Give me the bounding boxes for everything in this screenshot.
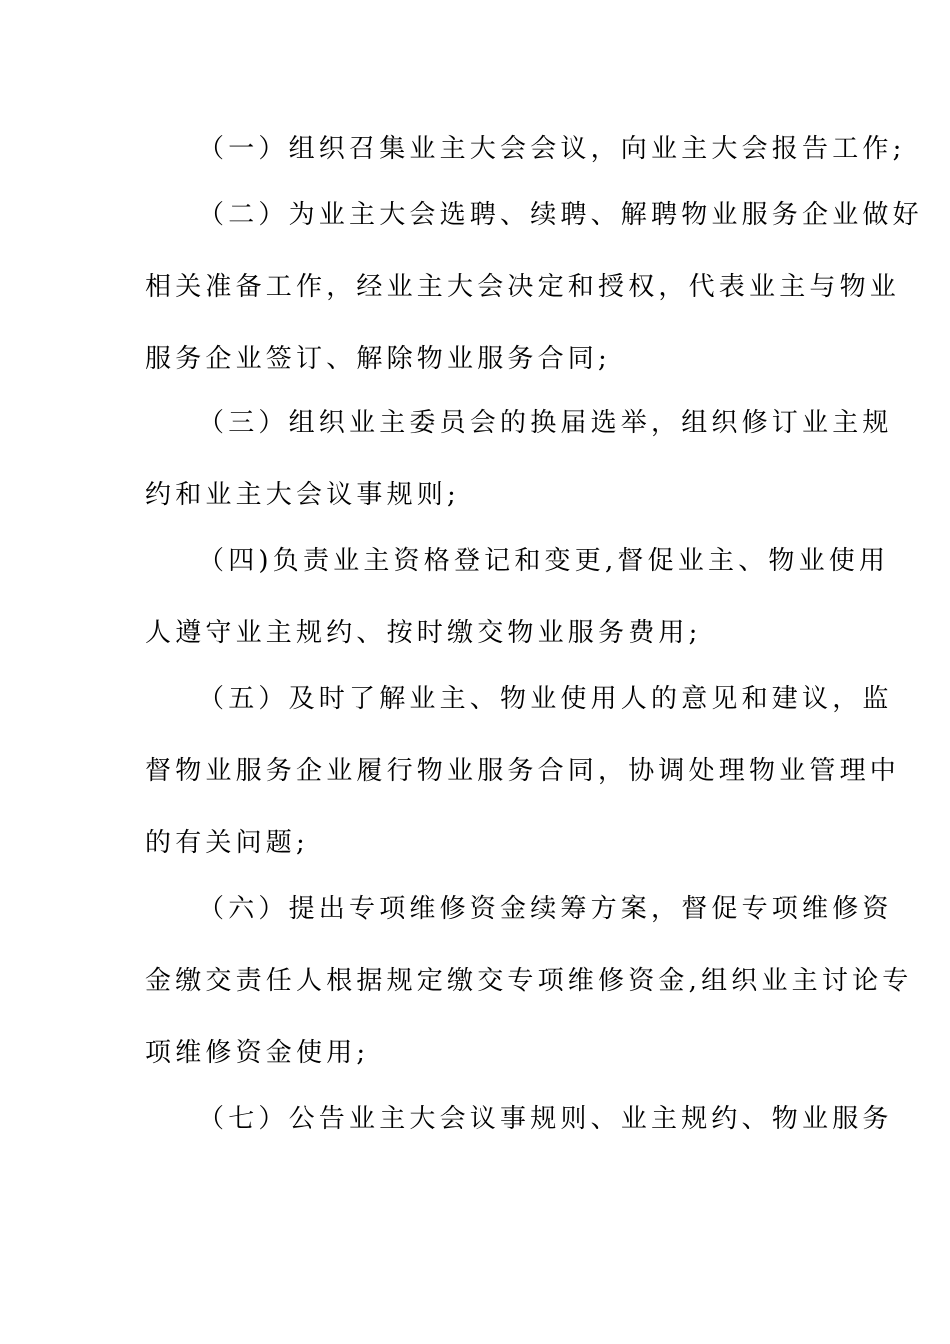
- paragraph-5-line-1: （五）及时了解业主、物业使用人的意见和建议，监: [198, 684, 893, 714]
- paragraph-5-line-3: 的有关问题;: [145, 828, 309, 858]
- paragraph-2-line-2: 相关准备工作，经业主大会决定和授权，代表业主与物业: [145, 272, 901, 302]
- paragraph-4-line-1: （四)负责业主资格登记和变更,督促业主、物业使用: [198, 546, 890, 576]
- paragraph-6-line-2: 金缴交责任人根据规定缴交专项维修资金,组织业主讨论专: [145, 966, 913, 996]
- paragraph-7-line-1: （七）公告业主大会议事规则、业主规约、物业服务: [198, 1104, 893, 1134]
- paragraph-6-line-3: 项维修资金使用;: [145, 1038, 370, 1068]
- paragraph-3-line-1: （三）组织业主委员会的换届选举，组织修订业主规: [198, 408, 893, 438]
- paragraph-6-line-1: （六）提出专项维修资金续筹方案，督促专项维修资: [198, 894, 893, 924]
- paragraph-4-line-2: 人遵守业主规约、按时缴交物业服务费用;: [145, 618, 702, 648]
- paragraph-3-line-2: 约和业主大会议事规则;: [145, 480, 460, 510]
- paragraph-1-line-1: （一）组织召集业主大会会议，向业主大会报告工作;: [198, 134, 906, 164]
- paragraph-2-line-3: 服务企业签订、解除物业服务合同;: [145, 344, 611, 374]
- paragraph-5-line-2: 督物业服务企业履行物业服务合同，协调处理物业管理中: [145, 756, 901, 786]
- paragraph-2-line-1: （二）为业主大会选聘、续聘、解聘物业服务企业做好: [198, 200, 923, 230]
